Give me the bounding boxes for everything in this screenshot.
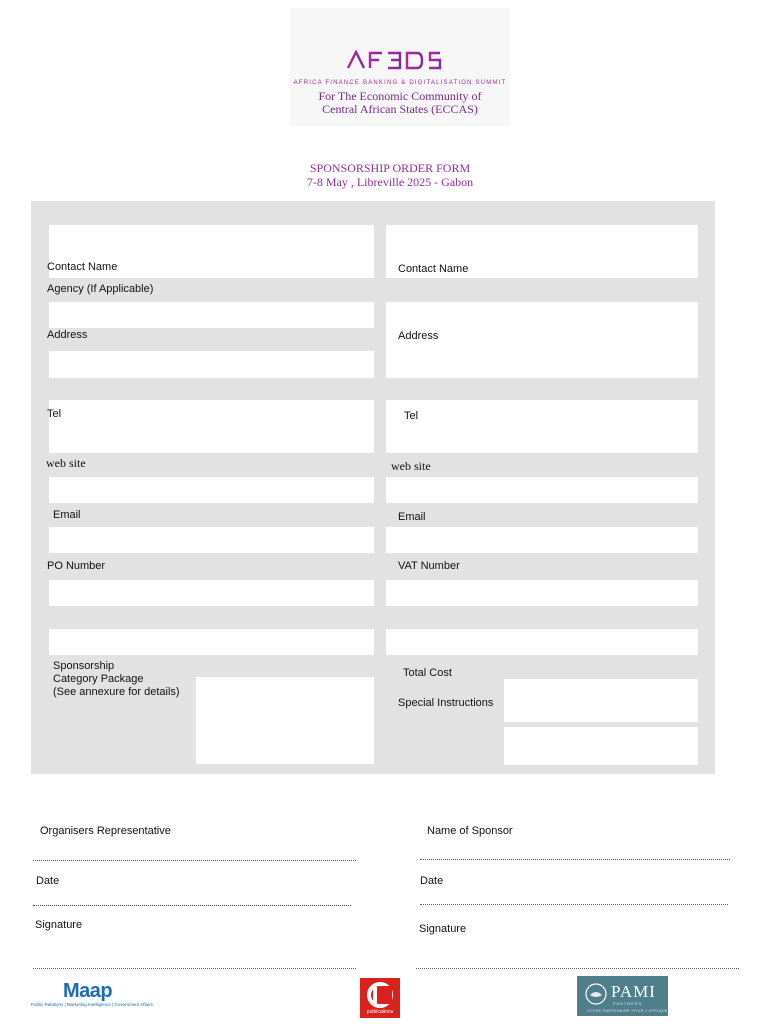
total-cost-field[interactable] [504, 679, 698, 722]
pami-tagline: VOTRE PARTENAIRE POUR L'AFRIQUE [587, 1009, 668, 1013]
form-event-info: 7-8 May , Libreville 2025 - Gabon [306, 175, 474, 189]
form-title: SPONSORSHIP ORDER FORM [309, 161, 471, 175]
special-instructions-field[interactable] [504, 727, 698, 765]
po-number-field[interactable] [49, 580, 374, 606]
pami-emblem-icon [585, 983, 607, 1005]
agency-label: Agency (If Applicable) [47, 283, 154, 295]
right-email-label: Email [398, 511, 426, 523]
right-email-field[interactable] [386, 527, 698, 553]
right-tel-label: Tel [404, 410, 419, 422]
af3ds-logo-mark [346, 48, 456, 74]
left-date-label: Date [36, 875, 60, 887]
left-address-label: Address [47, 329, 88, 341]
total-cost-label: Total Cost [403, 667, 452, 679]
logo-subtitle [290, 90, 510, 116]
sponsorship-label-line2: Category Package [53, 673, 144, 685]
po-number-label: PO Number [47, 560, 106, 572]
name-of-sponsor-label: Name of Sponsor [427, 825, 513, 837]
left-website-field[interactable] [49, 477, 374, 503]
right-contact-name-label: Contact Name [398, 263, 469, 275]
summit-logo [290, 8, 510, 126]
pami-partners-logo [577, 976, 668, 1016]
agency-field[interactable] [49, 302, 374, 328]
left-signature-line[interactable] [33, 968, 356, 969]
maap-logo [31, 980, 161, 1010]
right-address-label: Address [398, 330, 439, 342]
organisers-representative-label: Organisers Representative [40, 825, 171, 837]
left-signature-label: Signature [35, 919, 83, 931]
right-website-field[interactable] [386, 477, 698, 503]
right-website-label: web site [391, 459, 431, 473]
sponsorship-form-panel [31, 201, 715, 774]
right-tel-field[interactable] [386, 400, 698, 453]
vat-number-field[interactable] [386, 580, 698, 606]
sponsorship-package-label [53, 660, 193, 699]
right-extra-field[interactable] [386, 629, 698, 655]
organisers-representative-line[interactable] [33, 860, 356, 861]
pami-wordmark: PAMI [611, 982, 656, 1001]
left-date-line[interactable] [33, 905, 351, 906]
right-date-label: Date [420, 875, 444, 887]
left-tel-label: Tel [47, 408, 62, 420]
maap-tagline: Public Relations | Marketing Intelligence | Government Affairs [31, 1002, 153, 1007]
sponsorship-label-line1: Sponsorship [53, 660, 115, 672]
right-date-line[interactable] [420, 904, 728, 905]
sponsorship-label-line3: (See annexure for details) [53, 686, 180, 698]
left-contact-name-label: Contact Name [47, 261, 118, 273]
logo-subtitle-line1: For The Economic Community of [318, 89, 482, 103]
name-of-sponsor-line[interactable] [420, 859, 730, 860]
left-email-label: Email [53, 509, 81, 521]
left-email-field[interactable] [49, 527, 374, 553]
maap-wordmark: Maap [63, 980, 113, 1002]
left-extra-field[interactable] [49, 629, 374, 655]
left-address-field[interactable] [49, 351, 374, 378]
special-instructions-label: Special Instructions [398, 697, 494, 709]
pami-subtitle: PARTNERS [613, 1001, 643, 1006]
left-tel-field[interactable] [49, 400, 374, 453]
right-signature-line[interactable] [416, 968, 739, 969]
ic-publications-logo [360, 978, 400, 1018]
sponsorship-package-field[interactable] [196, 677, 374, 764]
left-website-label: web site [46, 456, 86, 470]
logo-subtitle-line2: Central African States (ECCAS) [322, 102, 478, 116]
logo-tagline: AFRICA FINANCE BANKING & DIGITALISATION SUMMIT [293, 80, 507, 86]
vat-number-label: VAT Number [398, 560, 460, 572]
ic-caption: publications [366, 1009, 394, 1015]
right-signature-label: Signature [419, 923, 467, 935]
